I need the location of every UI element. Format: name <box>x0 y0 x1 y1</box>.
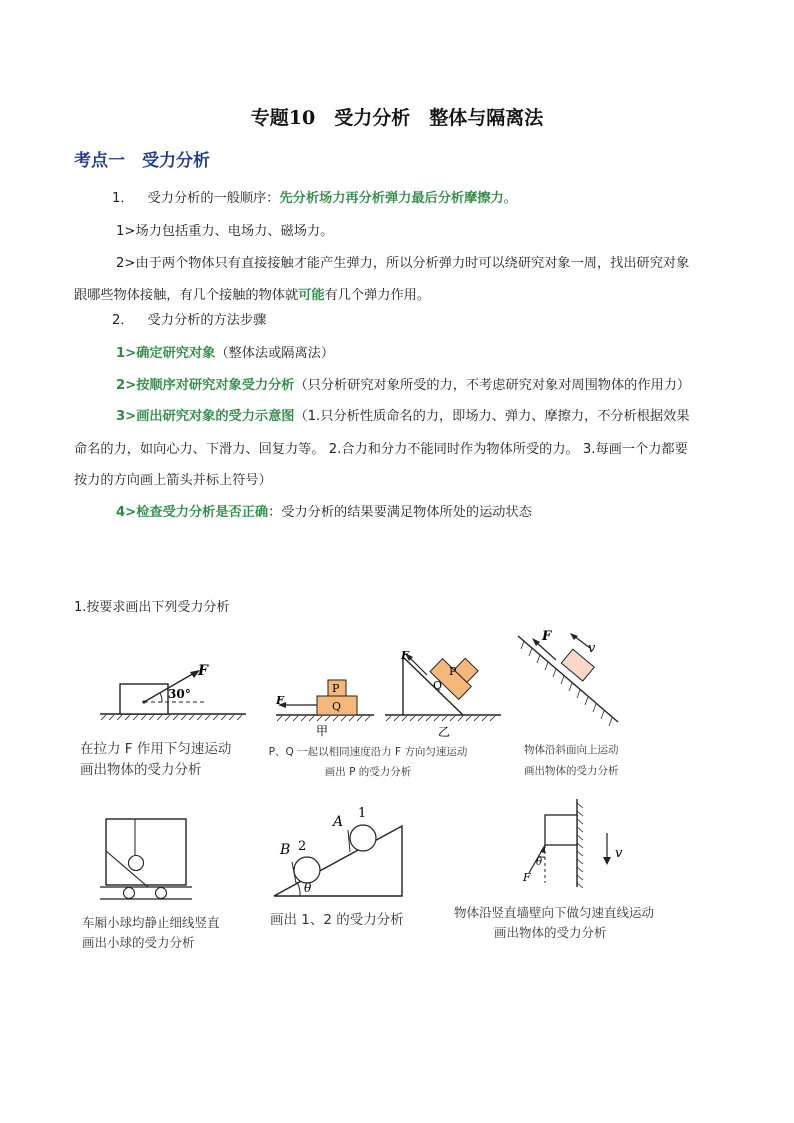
figure-2-block-q: Q <box>332 700 342 713</box>
item-1-highlight-b: 再分析弹力 <box>345 191 412 206</box>
step-2-rest: （只分析研究对象所受的力，不考虑研究对象对周围物体的作用力） <box>294 378 691 393</box>
figure-3-diagram <box>383 645 503 745</box>
step-1 <box>116 342 334 361</box>
figure-6-caption-1: 画出 1、2 的受力分析 <box>270 912 404 928</box>
step-1-highlight: 1>确定研究对象 <box>116 346 216 361</box>
item-2-text: 受力分析的方法步骤 <box>147 313 267 328</box>
figure-6-angle-label: θ <box>304 881 312 895</box>
figure-6-ball-b-label: B <box>280 842 291 858</box>
figure-7-angle-label: θ <box>536 857 543 868</box>
figure-2-force-label: F <box>276 694 284 707</box>
step-2-highlight: 2>按顺序对研究对象受力分析 <box>116 378 295 393</box>
item-1-num: 1． <box>112 191 134 206</box>
step-1-rest: （整体法或隔离法） <box>215 346 335 361</box>
item-1-sub-2b-post: 有几个弹力作用。 <box>324 288 431 303</box>
figure-4-velocity-label: v <box>588 641 596 656</box>
item-1-highlight-a: 先分析场力 <box>279 191 346 206</box>
item-1-sub-2a: 2>由于两个物体只有直接接触才能产生弹力，所以分析弹力时可以绕研究对象一周，找出研究对象 <box>116 256 690 271</box>
step-3-line-b: 命名的力，如向心力、下滑力、回复力等。 2.合力和分力不能同时作为物体所受的力。 3.每画一个力都要 <box>74 442 688 457</box>
step-4-highlight: 4>检查受力分析是否正确 <box>116 505 269 520</box>
step-3-highlight: 3>画出研究对象的受力示意图 <box>116 409 295 424</box>
figure-2-diagram <box>270 675 380 740</box>
step-4 <box>116 501 532 520</box>
figure-5-caption-1: 车厢小球均静止细线竖直 <box>82 915 220 930</box>
item-1-sub-1: 1>场力包括重力、电场力、磁场力。 <box>116 224 334 239</box>
figure-2-label: 甲 <box>316 724 329 738</box>
item-1 <box>112 187 517 206</box>
item-1-sub-2b-pre: 跟哪些物体接触，有几个接触的物体就 <box>74 288 299 303</box>
figure-1-caption-2: 画出物体的受力分析 <box>80 762 202 778</box>
step-3 <box>116 405 690 424</box>
figure-3-block-p: P <box>449 665 457 678</box>
item-2-num: 2． <box>112 313 134 328</box>
figure-4-force-label: F <box>542 629 552 644</box>
figure-5-caption-2: 画出小球的受力分析 <box>82 935 195 950</box>
figure-6-ball-a-num: 1 <box>358 806 367 821</box>
figure-4-diagram <box>510 622 625 732</box>
figure-2-3-caption-1: P、Q 一起以相同速度沿力 F 方向匀速运动 <box>268 746 468 758</box>
step-4-rest: ：受力分析的结果要满足物体所处的运动状态 <box>268 505 532 520</box>
figure-2-block-p: P <box>332 682 340 695</box>
figure-7-caption-2: 画出物体的受力分析 <box>494 925 607 940</box>
figure-3-block-q: Q <box>433 679 443 692</box>
item-1-highlight-c: 最后分析摩擦力 <box>411 191 504 206</box>
figure-4-caption-2: 画出物体的受力分析 <box>524 765 619 777</box>
item-1-text: 受力分析的一般顺序： <box>147 191 280 206</box>
figure-2-3-caption-2: 画出 P 的受力分析 <box>324 766 412 778</box>
figure-1-caption-1: 在拉力 F 作用下匀速运动 <box>80 741 232 757</box>
figure-1-diagram <box>98 660 248 720</box>
figure-6-ball-b-num: 2 <box>298 839 307 854</box>
item-1-end: 。 <box>503 191 517 206</box>
step-3-rest-a: （1.只分析性质命名的力，即场力、弹力、摩擦力，不分析根据效果 <box>294 409 690 424</box>
exercise-title: 1.按要求画出下列受力分析 <box>74 600 230 615</box>
figure-7-diagram <box>505 795 635 895</box>
figure-7-velocity-label: v <box>615 846 623 861</box>
figure-6-ball-a-label: A <box>333 814 344 830</box>
step-2 <box>116 374 690 393</box>
section-title: 考点一 受力分析 <box>74 151 210 171</box>
figure-3-label: 乙 <box>438 725 451 739</box>
step-3-line-c: 按力的方向画上箭头并标上符号） <box>74 473 272 488</box>
figure-7-caption-1: 物体沿竖直墙壁向下做匀速直线运动 <box>454 905 655 920</box>
figure-4-caption-1: 物体沿斜面向上运动 <box>524 744 619 756</box>
figure-6-diagram <box>270 800 410 900</box>
figure-1-force-label: F <box>198 663 208 679</box>
figure-3-force-label: F <box>401 649 409 662</box>
page-title: 专题10 受力分析 整体与隔离法 <box>250 107 544 129</box>
item-1-sub-2b-highlight: 可能 <box>298 288 325 303</box>
figure-1-angle-label: 30° <box>168 687 191 701</box>
item-1-sub-2b <box>74 284 430 303</box>
figure-5-diagram <box>98 815 198 905</box>
item-2 <box>112 309 266 328</box>
figure-7-force-label: F <box>523 871 531 884</box>
